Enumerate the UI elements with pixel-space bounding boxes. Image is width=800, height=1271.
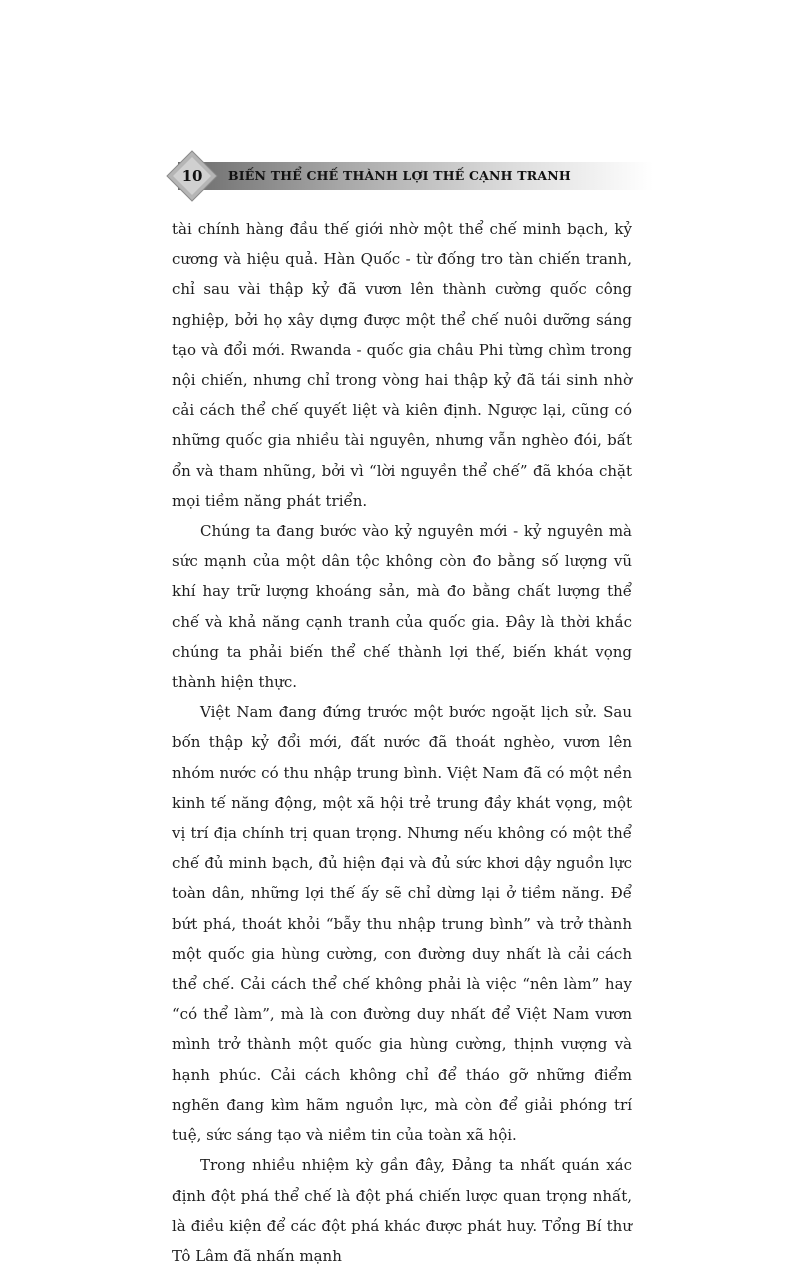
body-text [172, 214, 632, 1271]
running-header [158, 150, 658, 202]
paragraph-1: tài chính hàng đầu thế giới nhờ một thể chế minh bạch, kỷ cương và hiệu quả. Hàn Quốc - từ đống tro tàn chiến tranh, chỉ sau vài thập kỷ đã vươn lên thành cường quốc công nghiệp, bởi họ xây dựng được một thể chế nuôi dưỡng sáng tạo và đổi mới. Rwanda - quốc gia châu Phi từng chìm trong nội chiến, nhưng chỉ trong vòng hai thập kỷ đã tái sinh nhờ cải cách thể chế quyết liệt và kiên định. Ngược lại, cũng có những quốc gia nhiều tài nguyên, nhưng vẫn nghèo đói, bất ổn và tham nhũng, bởi vì “lời nguyền thể chế” đã khóa chặt mọi tiềm năng phát triển. [172, 220, 632, 510]
paragraph-4: Trong nhiều nhiệm kỳ gần đây, Đảng ta nhất quán xác định đột phá thể chế là đột phá chiến lược quan trọng nhất, là điều kiện để các đột phá khác được phát huy. Tổng Bí thư Tô Lâm đã nhấn mạnh [172, 1156, 632, 1265]
page-number: 10 [181, 167, 203, 185]
paragraph-3: Việt Nam đang đứng trước một bước ngoặt lịch sử. Sau bốn thập kỷ đổi mới, đất nước đã thoát nghèo, vươn lên nhóm nước có thu nhập trung bình. Việt Nam đã có một nền kinh tế năng động, một xã hội trẻ trung đầy khát vọng, một vị trí địa chính trị quan trọng. Nhưng nếu không có một thể chế đủ minh bạch, đủ hiện đại và đủ sức khơi dậy nguồn lực toàn dân, những lợi thế ấy sẽ chỉ dừng lại ở tiềm năng. Để bứt phá, thoát khỏi “bẫy thu nhập trung bình” và trở thành một quốc gia hùng cường, con đường duy nhất là cải cách thể chế. Cải cách thể chế không phải là việc “nên làm” hay “có thể làm”, mà là con đường duy nhất để Việt Nam vươn mình trở thành một quốc gia hùng cường, thịnh vượng và hạnh phúc. Cải cách không chỉ để tháo gỡ những điểm nghẽn đang kìm hãm nguồn lực, mà còn để giải phóng trí tuệ, sức sáng tạo và niềm tin của toàn xã hội. [172, 703, 632, 1145]
running-title: BIẾN THỂ CHẾ THÀNH LỢI THẾ CẠNH TRANH [228, 168, 571, 183]
paragraph-2: Chúng ta đang bước vào kỷ nguyên mới - kỷ nguyên mà sức mạnh của một dân tộc không còn đo bằng số lượng vũ khí hay trữ lượng khoáng sản, mà đo bằng chất lượng thể chế và khả năng cạnh tranh của quốc gia. Đây là thời khắc chúng ta phải biến thể chế thành lợi thế, biến khát vọng thành hiện thực. [172, 522, 632, 692]
